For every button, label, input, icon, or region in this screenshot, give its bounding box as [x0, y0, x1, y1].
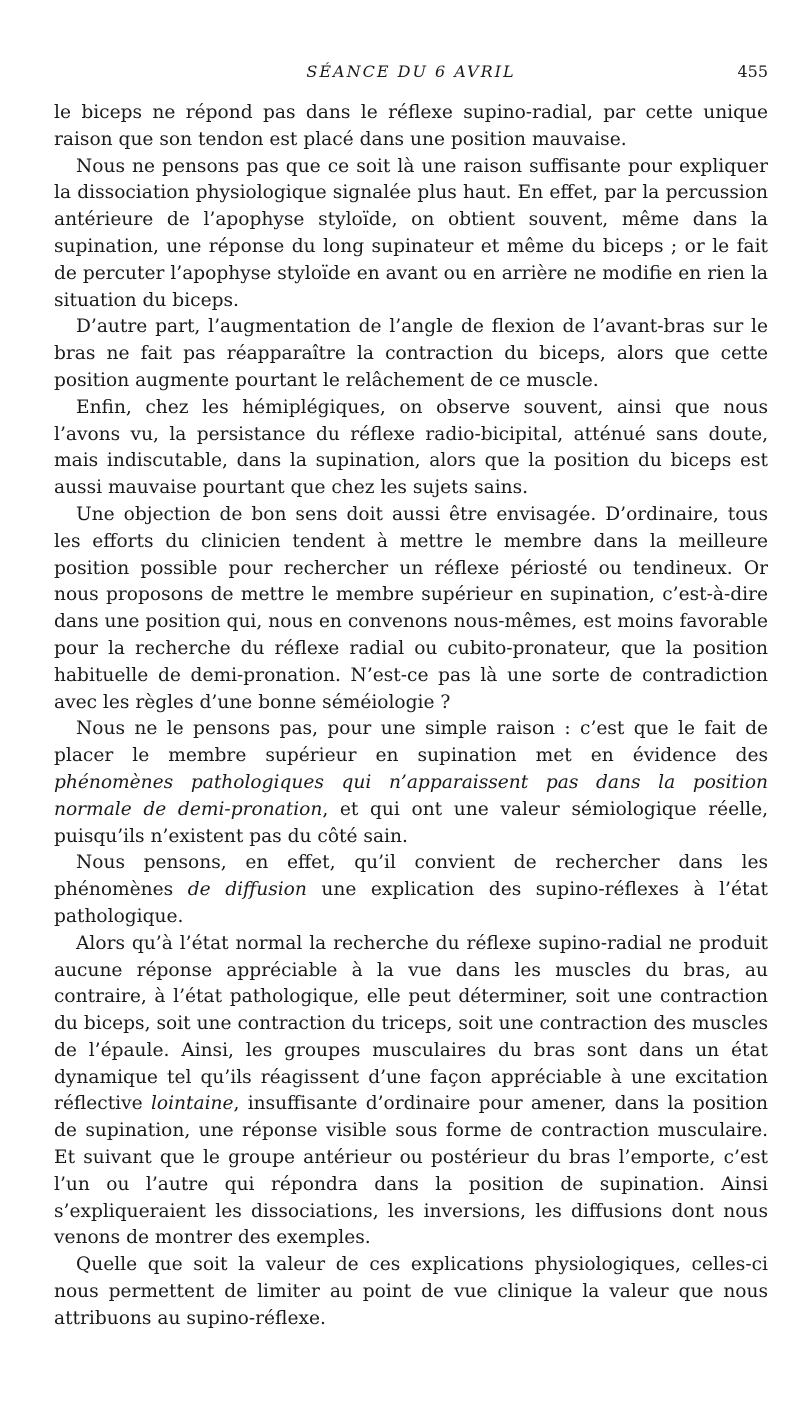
- paragraph-1: le biceps ne répond pas dans le réflexe supino-radial, par cette unique raison que son tendon est placé dans une position mauvaise.: [54, 102, 768, 150]
- paragraph-9: Quelle que soit la valeur de ces explications physiologiques, celles-ci nous permettent de limiter au point de vue clinique la valeur que nous attribuons au supino-réflexe.: [54, 1254, 768, 1329]
- running-header: [54, 0, 768, 100]
- paragraph-4: Enfin, chez les hémiplégiques, on observe souvent, ainsi que nous l’avons vu, la persistance du réflexe radio-bicipital, atténué sans doute, mais indiscutable, dans la supination, alors que la position du biceps est aussi mauvaise pourtant que chez les sujets sains.: [54, 396, 768, 499]
- paragraph-2: Nous ne pensons pas que ce soit là une raison suffisante pour expliquer la dissociation physiologique signalée plus haut. En effet, par la percussion antérieure de l’apophyse styloïde, on obtient souvent, même dans la supination, une réponse du long supinateur et même du biceps ; or le fait de percuter l’apophyse styloïde en avant ou en arrière ne modifie en rien la situation du biceps.: [54, 155, 768, 311]
- running-title: SÉANCE DU 6 AVRIL: [306, 62, 516, 81]
- paragraph-6-text-before: Nous ne le pensons pas, pour une simple raison : c’est que le fait de placer le membre supérieur en supination met en évidence des: [54, 718, 768, 767]
- paragraph-5: Une objection de bon sens doit aussi être envisagée. D’ordinaire, tous les efforts du clinicien tendent à mettre le membre dans la meilleure position possible pour rechercher un réflexe périosté ou tendineux. Or nous proposons de mettre le membre supérieur en supination, c’est-à-dire dans une position qui, nous en convenons nous-mêmes, est moins favorable pour la recherche du réflexe radial ou cubito-pronateur, que la position habituelle de demi-pronation. N’est-ce pas là une sorte de contradiction avec les règles d’une bonne séméiologie ?: [54, 503, 768, 713]
- paragraph-7-text-before: Nous pensons, en effet, qu’il convient de rechercher dans les phénomènes: [54, 852, 768, 901]
- paragraph-8-italic-phrase: lointaine: [150, 1093, 234, 1115]
- page-number: 455: [737, 62, 768, 81]
- paragraph-7-italic-phrase: de diffusion: [187, 879, 307, 901]
- page: [54, 0, 768, 1333]
- paragraph-6-text-after: , et qui ont une valeur sémiologique réelle, puisqu’ils n’existent pas du côté sain.: [54, 798, 768, 847]
- paragraph-8-text-after: , insuffisante d’ordinaire pour amener, dans la position de supination, une réponse visible sous forme de contraction musculaire. Et suivant que le groupe antérieur ou postérieur du bras l’emporte, c’est l’un ou l’autre qui répondra dans la position de supination. Ainsi s’expliqueraient les dissociations, les inversions, les diffusions dont nous venons de montrer des exemples.: [54, 1093, 768, 1249]
- article-body: [54, 100, 768, 1333]
- paragraph-8-text-before: Alors qu’à l’état normal la recherche du réflexe supino-radial ne produit aucune réponse appréciable à la vue dans les muscles du bras, au contraire, à l’état pathologique, elle peut déterminer, soit une contraction du biceps, soit une contraction du triceps, soit une contraction des muscles de l’épaule. Ainsi, les groupes musculaires du bras sont dans un état dynamique tel qu’ils réagissent d’une façon appréciable à une excitation réflective: [54, 932, 768, 1115]
- paragraph-7-text-after: une explication des supino-réflexes à l’état pathologique.: [54, 879, 768, 927]
- paragraph-6: [54, 716, 768, 850]
- paragraph-3: D’autre part, l’augmentation de l’angle de flexion de l’avant-bras sur le bras ne fait pas réapparaître la contraction du biceps, alors que cette position augmente pourtant le relâchement de ce muscle.: [54, 316, 768, 391]
- paragraph-7: [54, 850, 768, 930]
- paragraph-6-italic-phrase: phénomènes pathologiques qui n’apparaissent pas dans la position normale de demi-pronation: [54, 771, 768, 820]
- paragraph-8: [54, 931, 768, 1253]
